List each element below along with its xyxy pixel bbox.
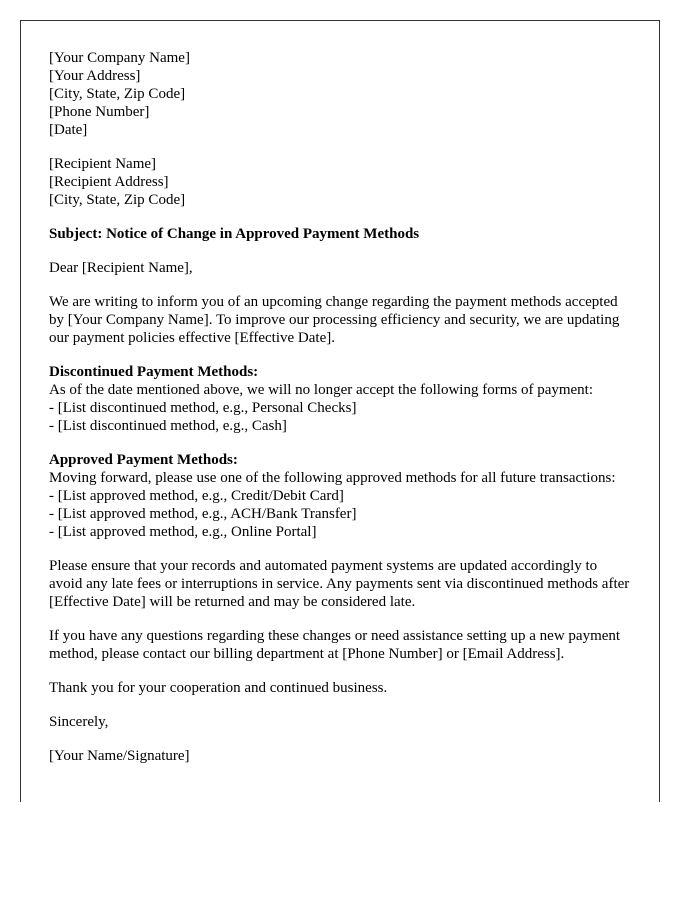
intro-paragraph: We are writing to inform you of an upcoming change regarding the payment methods accepted by [Your Company Name]. To improve our processing efficiency and security, we are updating our payment policies effective [Effective Date].: [49, 294, 620, 346]
sender-company: [Your Company Name]: [49, 50, 190, 66]
discontinued-item: - [List discontinued method, e.g., Cash]: [49, 418, 287, 434]
discontinued-heading: Discontinued Payment Methods:: [49, 364, 259, 380]
sender-city: [City, State, Zip Code]: [49, 86, 186, 102]
discontinued-item: - [List discontinued method, e.g., Personal Checks]: [49, 400, 357, 416]
discontinued-section: [49, 363, 631, 435]
recipient-address: [Recipient Address]: [49, 174, 169, 190]
approved-text: Moving forward, please use one of the following approved methods for all future transactions:: [49, 470, 616, 486]
approved-item: - [List approved method, e.g., Online Portal]: [49, 524, 317, 540]
closing: Sincerely,: [49, 714, 109, 730]
approved-item: - [List approved method, e.g., Credit/Debit Card]: [49, 488, 344, 504]
approved-item: - [List approved method, e.g., ACH/Bank Transfer]: [49, 506, 357, 522]
thanks-paragraph: Thank you for your cooperation and continued business.: [49, 680, 388, 696]
approved-heading: Approved Payment Methods:: [49, 452, 238, 468]
recipient-block: [49, 155, 631, 209]
approved-section: [49, 451, 631, 541]
signature: [Your Name/Signature]: [49, 748, 190, 764]
salutation: Dear [Recipient Name],: [49, 260, 193, 276]
sender-phone: [Phone Number]: [49, 104, 150, 120]
subject-line: Subject: Notice of Change in Approved Payment Methods: [49, 226, 420, 242]
recipient-city: [City, State, Zip Code]: [49, 192, 186, 208]
sender-address: [Your Address]: [49, 68, 141, 84]
letter-date: [Date]: [49, 122, 88, 138]
discontinued-text: As of the date mentioned above, we will no longer accept the following forms of payment:: [49, 382, 594, 398]
questions-paragraph: If you have any questions regarding these changes or need assistance setting up a new payment method, please contact our billing department at [Phone Number] or [Email Address].: [49, 628, 621, 662]
sender-block: [49, 49, 631, 139]
recipient-name: [Recipient Name]: [49, 156, 157, 172]
letter-page: [20, 20, 660, 802]
ensure-paragraph: Please ensure that your records and automated payment systems are updated accordingly to avoid any late fees or interruptions in service. Any payments sent via discontinued methods after [Effective Date] will be returned and may be considered late.: [49, 558, 630, 610]
